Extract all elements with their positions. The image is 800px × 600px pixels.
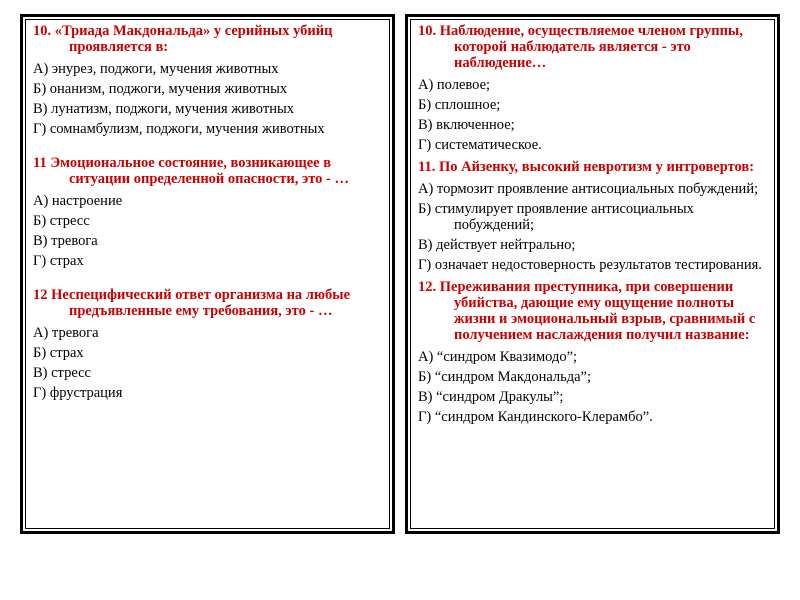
option-c: В) включенное; [418,117,515,133]
question-12-left: 12 Неспецифический ответ организма на любые предъявленные ему требования, это - … [33,287,351,319]
option-b: Б) “синдром Макдональда”; [418,369,592,385]
option-d: Г) систематическое. [418,137,542,153]
option-d: Г) сомнамбулизм, поджоги, мучения животных [33,121,325,137]
option-d: Г) фрустрация [33,385,123,401]
question-10-right: 10. Наблюдение, осуществляемое членом группы, которой наблюдатель является - это наблюдение… [418,23,743,71]
option-d: Г) означает недостоверность результатов тестирования. [418,257,762,273]
option-a: А) тормозит проявление антисоциальных побуждений; [418,181,759,197]
option-a: А) тревога [33,325,99,341]
option-d: Г) “синдром Кандинского-Клерамбо”. [418,409,653,425]
question-12-right: 12. Переживания преступника, при совершении убийства, дающие ему ощущение полноты жизни и эмоциональный взрыв, сравнимый с получением наслаждения получил название: [418,279,756,343]
option-c: В) действует нейтрально; [418,237,576,253]
right-question-panel [405,14,780,534]
option-c: В) лунатизм, поджоги, мучения животных [33,101,294,117]
option-c: В) стресс [33,365,91,381]
question-10-left: 10. «Триада Макдональда» у серийных убийц проявляется в: [33,23,333,55]
option-c: В) “синдром Дракулы”; [418,389,564,405]
option-a: А) полевое; [418,77,491,93]
option-a: А) энурез, поджоги, мучения животных [33,61,279,77]
option-b: Б) онанизм, поджоги, мучения животных [33,81,288,97]
question-11-right: 11. По Айзенку, высокий невротизм у интровертов: [418,159,755,175]
spacer [33,137,382,155]
option-a: А) настроение [33,193,123,209]
question-11-left: 11 Эмоциональное состояние, возникающее в ситуации определенной опасности, это - … [33,155,349,187]
option-d: Г) страх [33,253,84,269]
option-b: Б) сплошное; [418,97,501,113]
option-a: А) “синдром Квазимодо”; [418,349,578,365]
option-c: В) тревога [33,233,98,249]
option-b: Б) стресс [33,213,90,229]
spacer [33,269,382,287]
option-b: Б) стимулирует проявление антисоциальных побуждений; [418,201,694,233]
option-b: Б) страх [33,345,84,361]
left-question-panel [20,14,395,534]
